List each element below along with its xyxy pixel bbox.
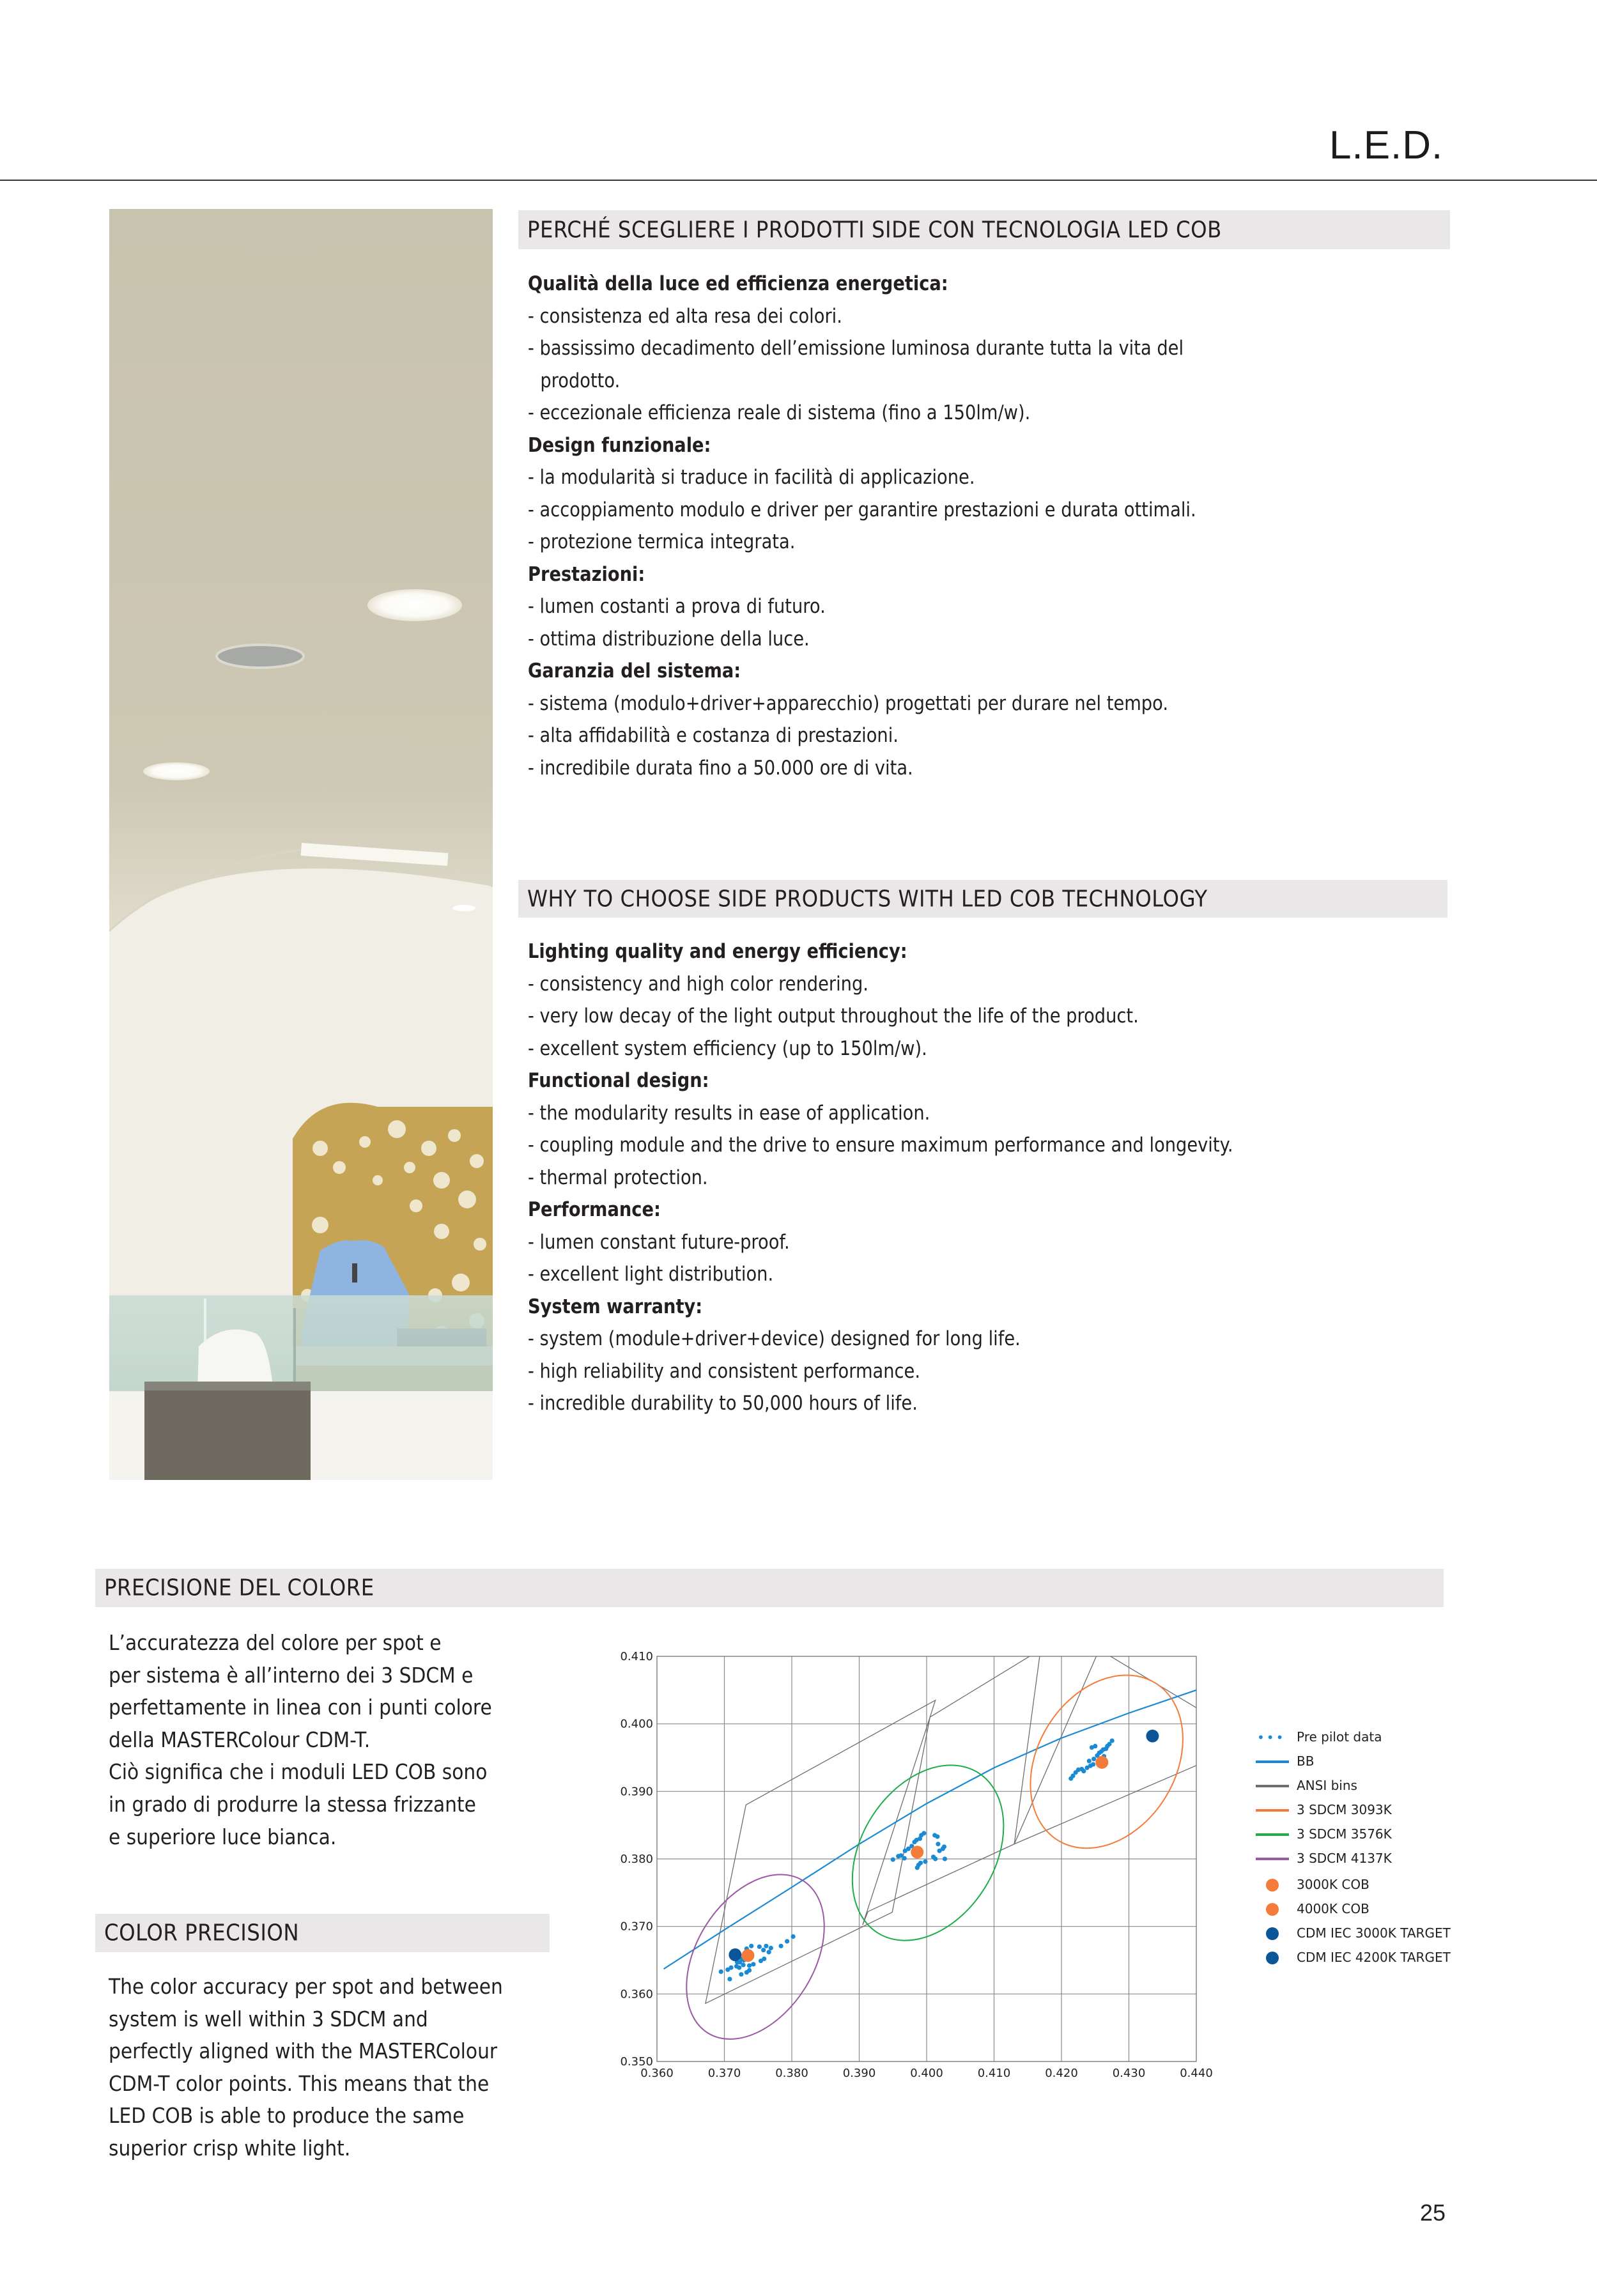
precision-en-paragraph: [109, 1971, 582, 2165]
cob-point: [741, 1949, 754, 1962]
x-tick-label: 0.420: [1045, 2067, 1078, 2080]
pre-pilot-point: [918, 1861, 923, 1865]
list-heading: Prestazioni:: [528, 562, 645, 586]
legend-label: 4000K COB: [1297, 1901, 1369, 1916]
legend-item: [1249, 1750, 1505, 1774]
paragraph-line: e superiore luce bianca.: [109, 1824, 337, 1849]
pre-pilot-point: [935, 1835, 939, 1839]
legend-label: CDM IEC 3000K TARGET: [1297, 1925, 1451, 1941]
cob-point: [1095, 1756, 1108, 1769]
sdcm-ellipse-sdcm_4137: [658, 1849, 853, 2064]
legend-item: [1249, 1897, 1505, 1922]
pre-pilot-point: [1091, 1762, 1095, 1766]
list-item: - eccezionale efficienza reale di sistema (fino a 150lm/w).: [528, 401, 1031, 424]
list-item: - coupling module and the drive to ensure maximum performance and longevity.: [528, 1134, 1233, 1157]
legend-label: ANSI bins: [1297, 1778, 1357, 1793]
pre-pilot-point: [922, 1831, 926, 1835]
legend-item: [1249, 1774, 1505, 1798]
list-heading: Design funzionale:: [528, 433, 711, 457]
x-tick-label: 0.410: [977, 2067, 1011, 2080]
section-title: L.E.D.: [1329, 123, 1444, 167]
pre-pilot-point: [767, 1950, 771, 1954]
pre-pilot-point: [942, 1844, 946, 1849]
pre-pilot-point: [785, 1939, 789, 1943]
legend-line-icon: [1256, 1761, 1289, 1763]
list-item: - incredible durability to 50,000 hours of life.: [528, 1392, 918, 1415]
legend-item: [1249, 1847, 1505, 1871]
x-tick-label: 0.370: [707, 2067, 741, 2080]
list-heading: Garanzia del sistema:: [528, 659, 741, 682]
ansi-bin: [863, 1649, 1041, 1925]
cob-point: [911, 1845, 923, 1858]
list-item: - protezione termica integrata.: [528, 530, 796, 553]
legend-item: [1249, 1946, 1505, 1970]
photo-illustration: [109, 209, 493, 1480]
list-item: - very low decay of the light output throughout the life of the product.: [528, 1005, 1139, 1028]
downlight-icon: [367, 589, 462, 621]
pre-pilot-point: [902, 1856, 907, 1860]
ansi-bin: [1014, 1649, 1214, 1844]
legend-dot-icon: [1266, 1952, 1279, 1964]
pre-pilot-point: [779, 1944, 783, 1948]
legend-line-icon: [1256, 1809, 1289, 1812]
legend-label: CDM IEC 4200K TARGET: [1297, 1950, 1451, 1965]
precision-it-header: [95, 1569, 1444, 1607]
sdcm-ellipse-sdcm_3576: [821, 1737, 1035, 1969]
paragraph-line: system is well within 3 SDCM and: [109, 2006, 428, 2031]
pre-pilot-point: [943, 1856, 947, 1861]
y-tick-label: 0.360: [620, 1987, 653, 2001]
legend-line-icon: [1256, 1858, 1289, 1860]
paragraph-line: Ciò significa che i moduli LED COB sono: [109, 1759, 488, 1785]
pre-pilot-point: [761, 1948, 766, 1952]
list-item: - bassissimo decadimento dell’emissione luminosa durante tutta la vita del: [528, 337, 1184, 360]
cdm-target-point: [1146, 1730, 1159, 1743]
list-item: - excellent system efficiency (up to 150lm/w).: [528, 1036, 927, 1060]
english-section-header: [518, 880, 1447, 918]
legend-line-icon: [1256, 1833, 1289, 1836]
legend-item: [1249, 1725, 1505, 1750]
y-tick-label: 0.370: [620, 1920, 653, 1934]
paragraph-line: CDM-T color points. This means that the: [109, 2070, 490, 2096]
x-tick-label: 0.390: [842, 2067, 876, 2080]
pre-pilot-point: [933, 1856, 937, 1861]
cdm-target-point: [729, 1948, 741, 1961]
y-tick-label: 0.350: [620, 2055, 653, 2069]
pre-pilot-point: [751, 1962, 755, 1966]
list-item: - consistenza ed alta resa dei colori.: [528, 304, 842, 328]
paragraph-line: superior crisp white light.: [109, 2135, 351, 2161]
list-item: - accoppiamento modulo e driver per garantire prestazioni e durata ottimali.: [528, 498, 1196, 521]
pre-pilot-point: [1110, 1738, 1115, 1743]
list-item: - excellent light distribution.: [528, 1263, 774, 1286]
pre-pilot-point: [1076, 1768, 1081, 1772]
x-tick-label: 0.360: [640, 2067, 674, 2080]
x-tick-label: 0.380: [775, 2067, 808, 2080]
pre-pilot-point: [747, 1968, 752, 1973]
pre-pilot-point: [791, 1934, 796, 1939]
pre-pilot-point: [891, 1857, 895, 1861]
y-tick-label: 0.400: [620, 1717, 653, 1731]
legend-label: 3 SDCM 4137K: [1297, 1851, 1392, 1866]
legend-item: [1249, 1922, 1505, 1946]
list-item: prodotto.: [540, 369, 621, 392]
list-item: - the modularity results in ease of application.: [528, 1101, 930, 1125]
italian-section-header: [518, 210, 1450, 249]
pre-pilot-point: [1093, 1744, 1097, 1748]
pre-pilot-point: [739, 1972, 743, 1976]
pre-pilot-point: [727, 1976, 732, 1981]
chromaticity-chart-svg: [601, 1636, 1214, 2083]
list-item: - consistency and high color rendering.: [528, 972, 868, 996]
pre-pilot-point: [1081, 1769, 1086, 1773]
header-rule: [0, 180, 1597, 181]
list-heading: Functional design:: [528, 1069, 709, 1092]
italian-benefits-list: [528, 268, 1461, 784]
paragraph-line: LED COB is able to produce the same: [109, 2103, 465, 2129]
pre-pilot-point: [757, 1945, 762, 1949]
list-heading: Performance:: [528, 1198, 661, 1221]
x-tick-label: 0.400: [910, 2067, 943, 2080]
legend-line-icon: [1256, 1785, 1289, 1787]
pre-pilot-point: [764, 1944, 768, 1948]
pre-pilot-point: [923, 1860, 927, 1864]
pre-pilot-point: [762, 1957, 766, 1961]
page-number: 25: [1420, 2200, 1446, 2226]
paragraph-line: perfectly aligned with the MASTERColour: [109, 2038, 498, 2064]
pre-pilot-point: [747, 1963, 752, 1968]
paragraph-line: perfettamente in linea con i punti colore: [109, 1695, 492, 1720]
list-item: - system (module+driver+device) designed for long life.: [528, 1327, 1021, 1350]
paragraph-line: in grado di produrre la stessa frizzante: [109, 1791, 476, 1817]
pre-pilot-point: [729, 1966, 733, 1970]
legend-item: [1249, 1822, 1505, 1847]
paragraph-line: per sistema è all’interno dei 3 SDCM e: [109, 1662, 474, 1688]
list-item: - alta affidabilità e costanza di prestazioni.: [528, 724, 899, 747]
y-tick-label: 0.380: [620, 1853, 653, 1866]
y-tick-label: 0.390: [620, 1785, 653, 1799]
legend-label: BB: [1297, 1753, 1315, 1769]
paragraph-line: L’accuratezza del colore per spot e: [109, 1630, 442, 1655]
pre-pilot-point: [1087, 1759, 1092, 1763]
precision-it-paragraph: [109, 1627, 569, 1853]
list-heading: Qualità della luce ed efficienza energetica:: [528, 272, 948, 295]
pre-pilot-point: [749, 1944, 753, 1948]
english-benefits-list: [528, 936, 1461, 1420]
legend-dot-icon: [1266, 1879, 1279, 1892]
bb-curve: [664, 1690, 1196, 1969]
list-heading: Lighting quality and energy efficiency:: [528, 940, 907, 963]
list-item: - high reliability and consistent performance.: [528, 1359, 921, 1383]
list-item: - la modularità si traduce in facilità di applicazione.: [528, 466, 975, 489]
legend-label: Pre pilot data: [1297, 1729, 1382, 1745]
pre-pilot-point: [936, 1842, 940, 1846]
list-item: - lumen costanti a prova di futuro.: [528, 595, 826, 618]
interior-photo: [109, 209, 493, 1480]
legend-dot-icon: [1266, 1927, 1279, 1940]
legend-label: 3000K COB: [1297, 1877, 1369, 1892]
downlight-off-icon: [217, 645, 304, 668]
paragraph-line: The color accuracy per spot and between: [109, 1974, 503, 1999]
legend-item: [1249, 1873, 1505, 1897]
legend-dots-icon: •••: [1257, 1730, 1286, 1745]
list-item: - thermal protection.: [528, 1166, 708, 1189]
list-heading: System warranty:: [528, 1295, 703, 1318]
downlight-icon: [143, 762, 210, 780]
precision-it-title: PRECISIONE DEL COLORE: [104, 1575, 374, 1601]
legend-dot-icon: [1266, 1903, 1279, 1916]
paragraph-line: della MASTERColour CDM-T.: [109, 1727, 371, 1752]
x-tick-label: 0.430: [1112, 2067, 1146, 2080]
italian-section-title: PERCHÉ SCEGLIERE I PRODOTTI SIDE CON TECNOLOGIA LED COB: [527, 217, 1222, 243]
legend-label: 3 SDCM 3576K: [1297, 1826, 1392, 1842]
pre-pilot-point: [769, 1946, 773, 1950]
list-item: - lumen constant future-proof.: [528, 1230, 790, 1254]
legend-label: 3 SDCM 3093K: [1297, 1802, 1392, 1817]
pre-pilot-point: [737, 1966, 741, 1970]
chromaticity-chart: [601, 1636, 1214, 2086]
pre-pilot-point: [1092, 1757, 1096, 1761]
y-tick-label: 0.410: [620, 1650, 653, 1663]
legend-item: [1249, 1798, 1505, 1822]
precision-en-title: COLOR PRECISION: [104, 1920, 300, 1946]
precision-en-header: [95, 1914, 550, 1952]
pre-pilot-point: [719, 1969, 723, 1974]
list-item: - sistema (modulo+driver+apparecchio) progettati per durare nel tempo.: [528, 691, 1169, 715]
list-item: - incredibile durata fino a 50.000 ore di vita.: [528, 756, 913, 780]
x-tick-label: 0.440: [1180, 2067, 1213, 2080]
list-item: - ottima distribuzione della luce.: [528, 627, 810, 651]
english-section-title: WHY TO CHOOSE SIDE PRODUCTS WITH LED COB TECHNOLOGY: [527, 886, 1208, 912]
